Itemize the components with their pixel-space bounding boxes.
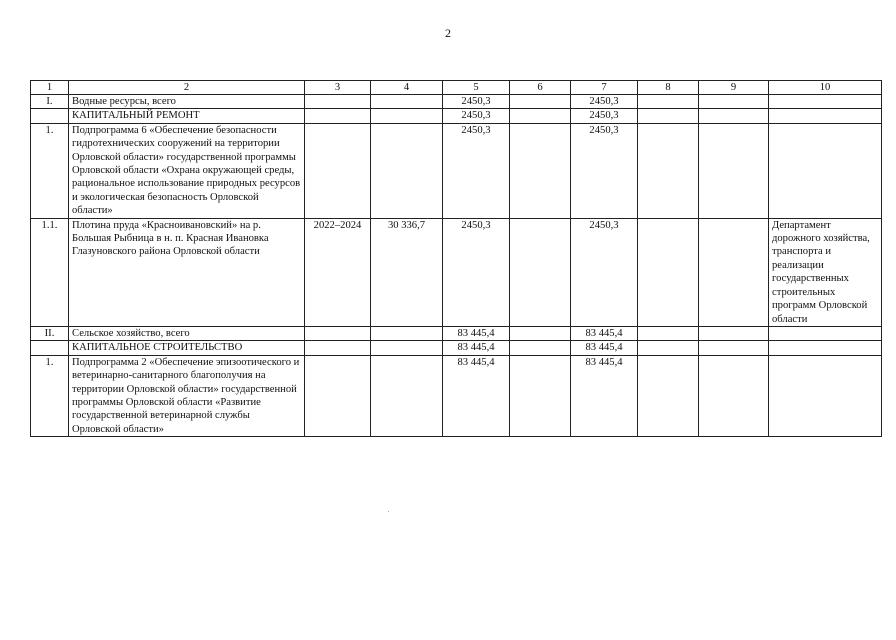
amount-cell: 83 445,4 [443,355,510,436]
table-row [31,355,882,436]
period-cell [305,95,371,109]
period-cell [305,326,371,340]
page-number: 2 [445,26,451,40]
amount-cell [699,109,769,123]
amount-cell [699,218,769,326]
amount-cell: 2450,3 [443,218,510,326]
period-cell [305,355,371,436]
table-row [31,218,882,326]
table-row [31,123,882,218]
description-cell: Подпрограмма 6 «Обеспечение безопасности гидротехнических сооружений на территории Орловской области» государственной программы Орловской области «Охрана окружающей среды, рациональное использование природных ресурсов и экологическая безопасность Орловской области» [69,123,305,218]
responsible-cell [769,326,882,340]
table-row [31,95,882,109]
amount-cell [699,123,769,218]
budget-table [30,80,882,437]
amount-cell: 2450,3 [443,109,510,123]
cost-cell: 30 336,7 [371,218,443,326]
amount-cell [699,95,769,109]
amount-cell [699,355,769,436]
period-cell [305,341,371,355]
row-number-cell: 1. [31,355,69,436]
column-header: 1 [31,81,69,95]
column-header: 9 [699,81,769,95]
amount-cell [510,218,571,326]
amount-cell [510,341,571,355]
column-header: 5 [443,81,510,95]
amount-cell: 2450,3 [443,123,510,218]
table-row [31,109,882,123]
column-header: 8 [638,81,699,95]
amount-cell [699,326,769,340]
cost-cell [371,123,443,218]
period-cell [305,109,371,123]
amount-cell: 2450,3 [571,95,638,109]
responsible-cell [769,109,882,123]
row-number-cell [31,109,69,123]
period-cell: 2022–2024 [305,218,371,326]
amount-cell: 83 445,4 [571,341,638,355]
amount-cell [638,123,699,218]
row-number-cell: II. [31,326,69,340]
amount-cell: 2450,3 [571,123,638,218]
cost-cell [371,355,443,436]
period-cell [305,123,371,218]
description-cell: Сельское хозяйство, всего [69,326,305,340]
description-cell: Плотина пруда «Красноивановский» на р. Большая Рыбница в н. п. Красная Ивановка Глазуновского района Орловской области [69,218,305,326]
amount-cell [510,355,571,436]
amount-cell: 2450,3 [443,95,510,109]
table-header-row [31,81,882,95]
amount-cell: 83 445,4 [571,355,638,436]
amount-cell [638,341,699,355]
amount-cell: 83 445,4 [571,326,638,340]
amount-cell [699,341,769,355]
amount-cell [638,218,699,326]
responsible-cell [769,341,882,355]
cost-cell [371,95,443,109]
amount-cell [638,326,699,340]
row-number-cell: 1. [31,123,69,218]
amount-cell [510,95,571,109]
row-number-cell: I. [31,95,69,109]
cost-cell [371,341,443,355]
description-cell: КАПИТАЛЬНОЕ СТРОИТЕЛЬСТВО [69,341,305,355]
amount-cell [510,123,571,218]
description-cell: КАПИТАЛЬНЫЙ РЕМОНТ [69,109,305,123]
amount-cell: 2450,3 [571,109,638,123]
table-row [31,326,882,340]
amount-cell [638,95,699,109]
scan-speck [388,511,389,512]
amount-cell [638,355,699,436]
column-header: 2 [69,81,305,95]
responsible-cell [769,355,882,436]
amount-cell [510,109,571,123]
amount-cell [638,109,699,123]
column-header: 10 [769,81,882,95]
description-cell: Водные ресурсы, всего [69,95,305,109]
column-header: 3 [305,81,371,95]
column-header: 6 [510,81,571,95]
responsible-cell [769,95,882,109]
cost-cell [371,326,443,340]
amount-cell [510,326,571,340]
row-number-cell: 1.1. [31,218,69,326]
description-cell: Подпрограмма 2 «Обеспечение эпизоотического и ветеринарно-санитарного благополучия на территории Орловской области» государственной программы Орловской области «Развитие государственной ветеринарной службы Орловской области» [69,355,305,436]
responsible-cell [769,123,882,218]
column-header: 4 [371,81,443,95]
amount-cell: 83 445,4 [443,326,510,340]
cost-cell [371,109,443,123]
table-row [31,341,882,355]
responsible-cell: Департамент дорожного хозяйства, транспорта и реализации государственных строительных программ Орловской области [769,218,882,326]
amount-cell: 83 445,4 [443,341,510,355]
amount-cell: 2450,3 [571,218,638,326]
column-header: 7 [571,81,638,95]
row-number-cell [31,341,69,355]
